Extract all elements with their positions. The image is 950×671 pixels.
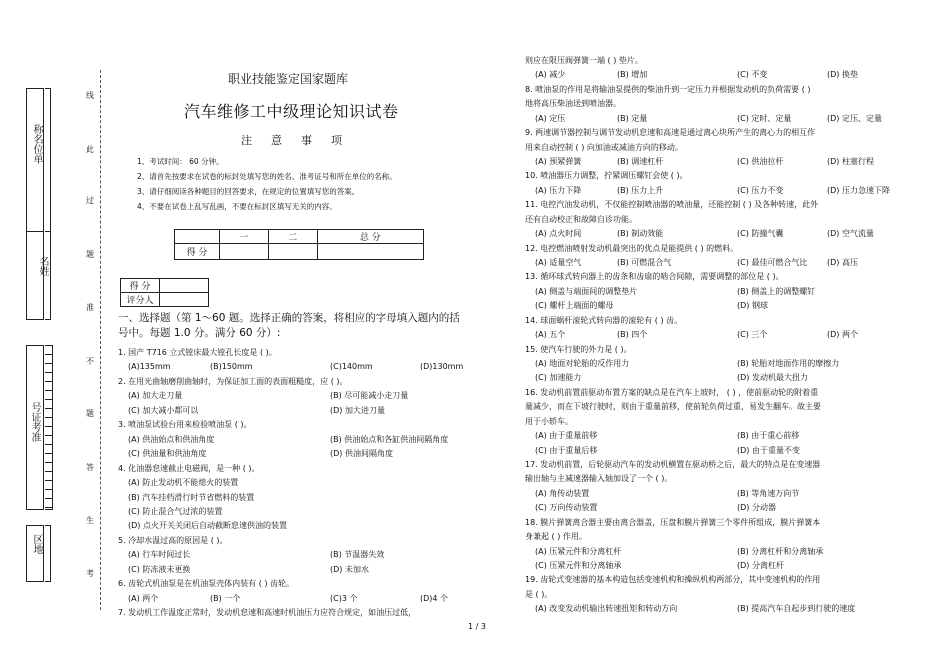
answer-option: (A) 五个 — [535, 330, 566, 340]
answer-option: (D) 由于重量不变 — [737, 445, 800, 455]
seal-line — [100, 70, 101, 610]
question-text: 输出轴与主减速器输入轴加设了一个 ( )。 — [525, 474, 673, 484]
rule-item: 1、考试时间： 60 分钟。 — [137, 157, 224, 166]
question-text: 量减少，而在下坡行驶时，则由于重量前移，使前轮负荷过重，易发生翻车。故主要 — [525, 402, 821, 412]
question-text: 身兼起 ( ) 作用。 — [525, 532, 587, 542]
answer-option: (D) 压力急速下降 — [827, 185, 890, 195]
region-writing-column[interactable] — [45, 525, 51, 582]
exam-series-title: 职业技能鉴定国家题库 — [228, 72, 349, 86]
answer-option: (C)3 个 — [330, 593, 358, 603]
exam-number-grid[interactable] — [45, 345, 53, 510]
score-cell[interactable] — [268, 244, 317, 260]
answer-option: (D) 高压 — [827, 258, 858, 268]
unit-name-label: 称名位单 — [31, 124, 42, 164]
grader-score-cell[interactable] — [160, 279, 209, 293]
answer-option: (B) 供油始点和各缸供油间隔角度 — [330, 434, 449, 444]
grader-table — [120, 278, 209, 307]
rule-item: 3、请仔细阅读各种题目的回答要求，在规定的位置填写您的答案。 — [137, 187, 360, 196]
seal-char: 准 — [86, 303, 94, 312]
answer-option: (C) 压紧元件和分离轴承 — [535, 561, 622, 571]
answer-option: (D) 柱塞行程 — [827, 157, 874, 166]
answer-option: (A)135mm — [128, 362, 171, 372]
answer-option: (C) 不变 — [737, 70, 768, 80]
question-text: 则应在限压阀弹簧一端 ( ) 垫片。 — [525, 56, 643, 65]
question-text: 地将高压柴油送到喷油器。 — [525, 99, 621, 109]
answer-option: (C) 加速能力 — [535, 373, 582, 383]
question-text: 8. 喷油泵的作用是将输油泵提供的柴油升到一定压力并根据发动机的负荷需要 ( ) — [525, 84, 811, 94]
question-text: 16. 发动机前置前驱动布置方案的缺点是在汽车上坡时， ( ) ，使前驱动轮的附着重 — [525, 387, 819, 397]
exam-number-label: 号证考准 — [29, 402, 40, 442]
score-header-total: 总 分 — [317, 230, 424, 244]
answer-option: (B) 尽可能减小走刀量 — [330, 391, 409, 401]
score-header-blank — [175, 230, 220, 244]
answer-option: (B) 等角速万向节 — [737, 488, 800, 498]
answer-option: (A) 压紧元件和分离杠杆 — [535, 546, 622, 556]
answer-option: (B) 由于重心前移 — [737, 431, 800, 441]
question-text: 15. 使汽车行驶的外力是 ( )。 — [525, 344, 632, 354]
grader-score-label: 得 分 — [121, 279, 160, 293]
question-text: 5. 冷却水温过高的原因是 ( )。 — [118, 535, 228, 545]
answer-option: (C) 防撞气囊 — [737, 229, 784, 239]
answer-option: (A) 加大走刀量 — [128, 391, 183, 401]
answer-option: (C)140mm — [330, 362, 373, 372]
answer-option: (C) 加大减小都可以 — [128, 405, 199, 415]
answer-option: (D) 定压、定量 — [827, 113, 882, 123]
answer-option: (D) 加大进刀量 — [330, 405, 385, 415]
answer-option: (B) 定量 — [617, 113, 648, 123]
section-heading-line2: 号中。每题 1.0 分。满分 60 分）: — [118, 327, 281, 339]
question-text: (C) 防止混合气过浓的装置 — [128, 506, 223, 516]
answer-option: (A) 改变发动机输出转速扭矩和转动方向 — [535, 604, 678, 614]
seal-char: 题 — [86, 409, 94, 418]
answer-option: (D) 发动机最大扭力 — [737, 373, 808, 383]
answer-option: (C) 万向传动装置 — [535, 503, 598, 513]
seal-char: 过 — [86, 196, 94, 205]
answer-option: (D) 未加水 — [330, 564, 369, 574]
score-row-label: 得 分 — [175, 244, 220, 260]
seal-char: 此 — [86, 145, 94, 154]
answer-option: (C) 供油拉杆 — [737, 157, 784, 166]
question-text: 用来自动控制 ( ) 向加油或减油方向的移动。 — [525, 142, 683, 152]
notice-heading: 注意事项 — [241, 134, 361, 147]
question-text: 3. 喷油泵试验台用来检验喷油泵 ( )。 — [118, 420, 252, 430]
answer-option: (B) 侧盖上的调整螺钉 — [737, 286, 816, 296]
question-text: 17. 发动机前置，后轮驱动汽车的发动机横置在驱动桥之后，最大的特点是在变速器 — [525, 460, 821, 470]
answer-option: (B) 节温器失效 — [330, 550, 385, 560]
answer-option: (D) 空气流量 — [827, 229, 874, 239]
question-text: 6. 齿轮式机油泵是在机油泵壳体内装有 ( ) 齿轮。 — [118, 579, 295, 589]
answer-option: (C) 三个 — [737, 330, 768, 340]
question-text: (A) 防止发动机不能熄火的装置 — [128, 478, 239, 488]
answer-option: (A) 由于重量前移 — [535, 431, 598, 441]
answer-option: (D)4 个 — [420, 593, 449, 603]
rule-item: 2、请首先按要求在试卷的标封处填写您的姓名、准考证号和所在单位的名称。 — [137, 172, 397, 181]
rule-item: 4、不要在试卷上乱写乱画，不要在标封区填写无关的内容。 — [137, 202, 337, 211]
answer-option: (D) 分动器 — [737, 503, 776, 513]
answer-option: (C) 定时、定量 — [737, 113, 792, 123]
answer-option: (B) 增加 — [617, 70, 648, 80]
score-header-1: 一 — [220, 230, 269, 244]
grader-name-label: 评分人 — [121, 293, 160, 307]
answer-option: (B) 提高汽车自起步到行驶的速度 — [737, 604, 856, 614]
answer-option: (C) 供油量和供油角度 — [128, 449, 207, 459]
question-text: 还有自动校正和故障自诊功能。 — [525, 214, 637, 224]
answer-option: (B) 一个 — [210, 593, 241, 603]
question-text: (B) 汽车挂档滑行时节省燃料的装置 — [128, 492, 255, 502]
answer-option: (A) 点火时间 — [535, 229, 582, 239]
answer-option: (B)150mm — [210, 362, 253, 372]
question-text: 14. 球面蜗杆滚轮式转向器的滚轮有 ( ) 齿。 — [525, 315, 683, 325]
answer-option: (A) 供油始点和供油角度 — [128, 434, 215, 444]
answer-option: (D) 钢球 — [737, 301, 768, 311]
answer-option: (A) 压力下降 — [535, 185, 582, 195]
question-text: 用于小轿车。 — [525, 416, 573, 426]
score-header-2: 二 — [268, 230, 317, 244]
answer-option: (D) 供油间隔角度 — [330, 449, 393, 459]
answer-option: (B) 制动效能 — [617, 229, 664, 239]
question-text: 4. 化油器怠速截止电磁阀，是一种 ( )。 — [118, 463, 260, 473]
seal-char: 生 — [86, 516, 94, 525]
seal-char: 考 — [86, 569, 94, 578]
answer-option: (B) 压力上升 — [617, 185, 664, 195]
answer-option: (A) 角传动装置 — [535, 488, 590, 498]
answer-option: (C) 最佳可燃合气比 — [737, 258, 808, 268]
answer-option: (A) 减少 — [535, 70, 566, 80]
answer-option: (D) 分离杠杆 — [737, 561, 784, 571]
question-text: 2. 在用光曲轴磨削曲轴时，为保证加工面的表面粗糙度，应 ( )。 — [118, 376, 348, 386]
answer-option: (C) 由于重量后移 — [535, 445, 598, 455]
answer-option: (A) 侧盖与端面间的调整垫片 — [535, 286, 638, 296]
seal-char: 不 — [86, 357, 94, 366]
question-text: 1. 国产 T716 立式镗床最大镗孔长度是 ( )。 — [118, 348, 277, 357]
answer-option: (C) 防冻液未更换 — [128, 564, 191, 574]
answer-option: (B) 调速杠杆 — [617, 157, 664, 166]
answer-option: (A) 地面对轮胎的反作用力 — [535, 359, 630, 369]
answer-option: (B) 四个 — [617, 330, 648, 340]
score-cell[interactable] — [317, 244, 424, 260]
question-text: (D) 点火开关关闭后自动截断怠速供油的装置 — [128, 521, 287, 531]
seal-char: 题 — [86, 250, 94, 259]
question-text: 是 ( )。 — [525, 589, 553, 599]
question-text: 10. 喷油器压力调整，拧紧调压螺钉会使 ( )。 — [525, 171, 688, 181]
question-text: 12. 电控燃油喷射发动机最突出的优点是能提供 ( ) 的燃料。 — [525, 243, 739, 253]
score-cell[interactable] — [220, 244, 269, 260]
question-text: 11. 电控汽油发动机，不仅能控制喷油器的喷油量，还能控制 ( ) 及各种转速，此外 — [525, 200, 819, 210]
grader-name-cell[interactable] — [160, 293, 209, 307]
answer-option: (D)130mm — [420, 362, 464, 372]
answer-option: (B) 轮胎对地面作用的摩擦力 — [737, 359, 840, 369]
answer-option: (A) 行车时间过长 — [128, 550, 191, 560]
name-writing-column-2[interactable] — [45, 231, 51, 320]
page-title: 汽车维修工中级理论知识试卷 — [184, 102, 399, 121]
answer-option: (D) 换垫 — [827, 70, 858, 80]
seal-char: 线 — [86, 91, 94, 100]
answer-option: (A) 适量空气 — [535, 258, 582, 268]
answer-option: (C) 螺杆上端面的螺母 — [535, 301, 614, 311]
student-name-label: 名姓 — [37, 256, 48, 276]
answer-option: (A) 预紧弹簧 — [535, 157, 582, 166]
question-text: 7. 发动机工作温度正常时，发动机怠速和高速时机油压力应符合规定，如油压过低， — [118, 608, 417, 618]
answer-option: (B) 分离杠杆和分离轴承 — [737, 546, 824, 556]
name-writing-column[interactable] — [45, 88, 51, 232]
page-number: 1 / 3 — [468, 622, 486, 631]
section-heading-line1: 一、选择题（第 1～60 题。选择正确的答案，将相应的字母填入题内的括 — [118, 312, 460, 324]
seal-char: 答 — [86, 463, 94, 472]
question-text: 19. 齿轮式变速器的基本构造包括变速机构和操纵机构两部分，其中变速机构的作用 — [525, 575, 821, 585]
question-text: 9. 两速调节器控制与调节发动机怠速和高速是通过离心块所产生的离心力的相互作 — [525, 128, 816, 138]
answer-option: (D) 两个 — [827, 330, 858, 340]
score-table — [174, 229, 424, 260]
question-text: 18. 膜片弹簧离合器主要由离合器盖，压盘和膜片弹簧三个零件所组成，膜片弹簧本 — [525, 517, 821, 527]
answer-option: (B) 可燃混合气 — [617, 258, 672, 268]
region-label: 区地 — [31, 534, 42, 554]
answer-option: (A) 定压 — [535, 113, 566, 123]
question-text: 13. 循环球式转向器上的齿条和齿扇的啮合间隙，需要调整的部位是 ( )。 — [525, 272, 784, 282]
answer-option: (C) 压力不变 — [737, 185, 784, 195]
answer-option: (A) 两个 — [128, 593, 159, 603]
